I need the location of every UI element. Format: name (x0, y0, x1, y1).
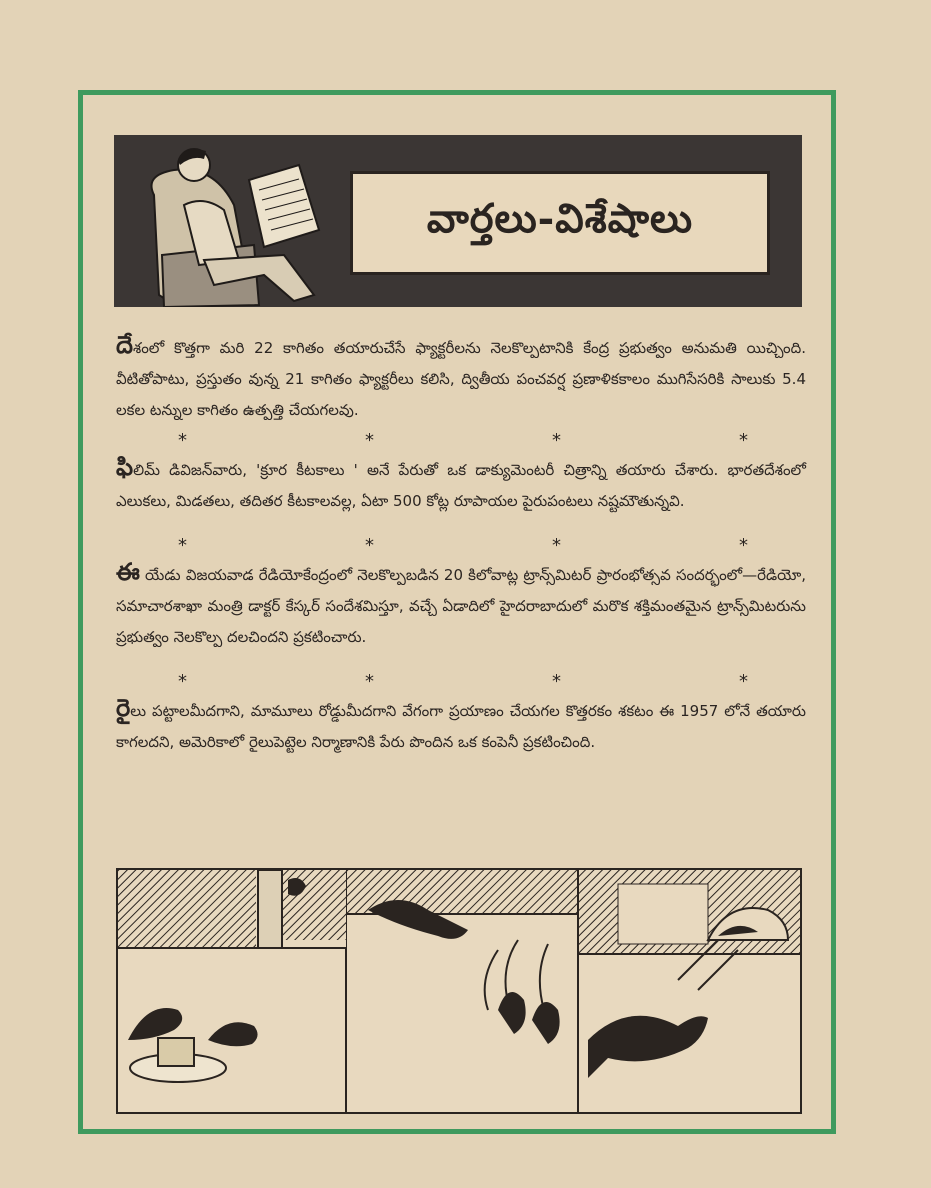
drop-letter: ఫి (116, 453, 134, 481)
article-radio-transmitter (116, 557, 806, 653)
page-title: వార్తలు-విశేషాలు (426, 194, 694, 242)
cat-and-mice-cartoon (116, 868, 802, 1114)
cartoon-illustration (118, 870, 800, 1112)
news-articles (116, 330, 806, 758)
separator: * * * * (178, 430, 748, 451)
separator: * * * * (178, 671, 748, 692)
article-paper-factories (116, 330, 806, 426)
article-text: యేడు విజయవాడ రేడియోకేంద్రంలో నెలకొల్పబడిన 20 కిలోవాట్ల ట్రాన్స్‌మిటర్ ప్రారంభోత్సవ సందర్భంలో—రేడియో, సమాచారశాఖా మంత్రి డాక్టర్ కేస్కర్ సందేశమిస్తూ, వచ్చే ఏడాదిలో హైదరాబాదులో మరొక శక్తిమంతమైన ట్రాన్స్‌మిటరును ప్రభుత్వం నెలకొల్ప దలచిందని ప్రకటించారు. (116, 566, 806, 646)
article-text: శంలో కొత్తగా మరి 22 కాగితం తయారుచేసే ఫ్యాక్టరీలను నెలకొల్పటానికి కేంద్ర ప్రభుత్వం అనుమతి యిచ్చింది. వీటితోపాటు, ప్రస్తుతం వున్న 21 కాగితం ఫ్యాక్టరీలు కలిసి, ద్వితీయ పంచవర్ష ప్రణాళికకాలం ముగిసేసరికి సాలుకు 5.4 లకల టన్నుల కాగితం ఉత్పత్తి చేయగలవు. (116, 339, 806, 419)
article-rail-road-vehicle (116, 693, 806, 758)
drop-letter: ఈ (116, 558, 140, 586)
article-text: లు పట్టాలమీదగాని, మామూలు రోడ్డుమీదగాని వేగంగా ప్రయాణం చేయగల కొత్తరకం శకటం ఈ 1957 లోనే తయారు కాగలదని, అమెరికాలో రైలుపెట్టెల నిర్మాణానికి పేరు పొందిన ఒక కంపెనీ ప్రకటించింది. (116, 702, 806, 751)
article-documentary (116, 452, 806, 517)
drop-letter: రై (116, 694, 131, 722)
separator: * * * * (178, 535, 748, 556)
drop-letter: దే (116, 331, 133, 359)
man-reading-newspaper-illustration (114, 135, 344, 307)
article-text: లిమ్ డివిజన్‌వారు, 'క్రూర కీటకాలు ' అనే పేరుతో ఒక డాక్యుమెంటరీ చిత్రాన్ని తయారు చేశారు. భారతదేశంలో ఎలుకలు, మిడతలు, తదితర కీటకాలవల్ల, ఏటా 500 కోట్ల రూపాయల పైరుపంటలు నష్టమౌతున్నవి. (116, 461, 806, 510)
masthead (114, 135, 802, 307)
title-box (350, 171, 770, 275)
